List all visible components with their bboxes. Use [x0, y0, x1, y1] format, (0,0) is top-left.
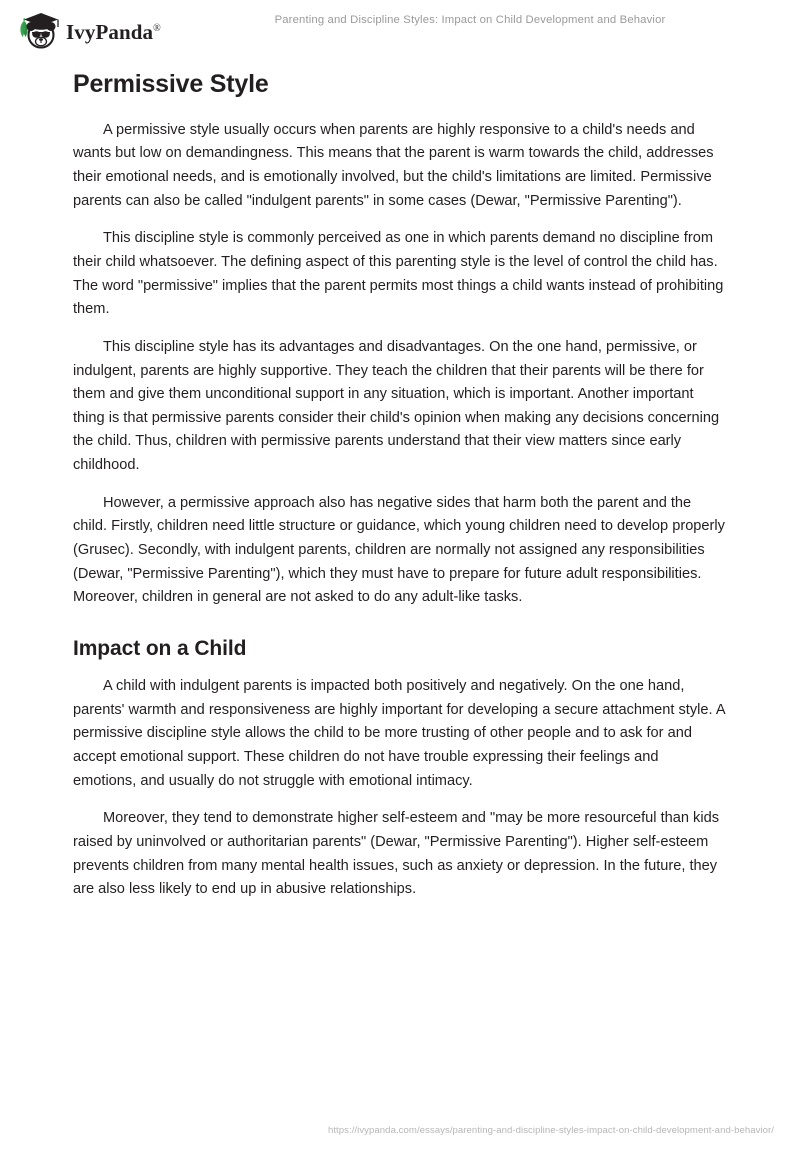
page-footer [0, 1120, 800, 1138]
heading-impact-on-a-child: Impact on a Child [73, 636, 247, 660]
page-header [0, 0, 800, 60]
paragraph-5: A child with indulgent parents is impacted both positively and negatively. On the one hand, parents' warmth and responsiveness are highly important for developing a secure attachment style. A permissive discipline style allows the child to be more trusting of other people and to ask for and accept emotional support. These children do not have trouble expressing their feelings and emotions, and usually do not struggle with emotional intimacy. [73, 678, 725, 789]
brand-name-text: IvyPanda [66, 19, 154, 44]
registered-mark: ® [153, 22, 161, 34]
document-content [73, 70, 725, 916]
paragraph-3: This discipline style has its advantages and disadvantages. On the one hand, permissive, or indulgent, parents are highly supportive. They teach the children that their parents will be there for them and give them unconditional support in any situation, which is important. Another important thing is that permissive parents consider their child's opinion when making any decisions concerning the child. Thus, children with permissive parents understand that their view matters since early childhood. [73, 338, 720, 474]
paragraph-2: This discipline style is commonly perceived as one in which parents demand no discipline from their child whatsoever. The defining aspect of this parenting style is the level of control the child has. The word "permissive" implies that the parent permits most things a child wants instead of prohibiting them. [73, 230, 724, 318]
heading-permissive-style: Permissive Style [73, 70, 269, 98]
brand-logo-link[interactable] [14, 10, 161, 50]
document-header-title: Parenting and Discipline Styles: Impact on Child Development and Behavior [274, 14, 666, 26]
brand-name [66, 19, 161, 44]
panda-graduate-logo-icon [14, 10, 60, 50]
source-url-link[interactable]: https://ivypanda.com/essays/parenting-and-discipline-styles-impact-on-child-development-and-behavior/ [327, 1125, 774, 1136]
paragraph-6: Moreover, they tend to demonstrate higher self-esteem and "may be more resourceful than kids raised by uninvolved or authoritarian parents" (Dewar, "Permissive Parenting"). Higher self-esteem prevents children from many mental health issues, such as anxiety or depression. In the future, they are also less likely to end up in abusive relationships. [73, 810, 720, 898]
paragraph-1: A permissive style usually occurs when parents are highly responsive to a child's needs and wants but low on demandingness. This means that the parent is warm towards the child, addresses their emotional needs, and is emotionally involved, but the child's limitations are limited. Permissive parents can also be called "indulgent parents" in some cases (Dewar, "Permissive Parenting"). [73, 121, 714, 209]
paragraph-4: However, a permissive approach also has negative sides that harm both the parent and the child. Firstly, children need little structure or guidance, which young children need to develop properly (Grusec). Secondly, with indulgent parents, children are normally not assigned any responsibilities (Dewar, "Permissive Parenting"), which they must have to prepare for future adult responsibilities. Moreover, children in general are not asked to do any adult-like tasks. [73, 494, 725, 606]
